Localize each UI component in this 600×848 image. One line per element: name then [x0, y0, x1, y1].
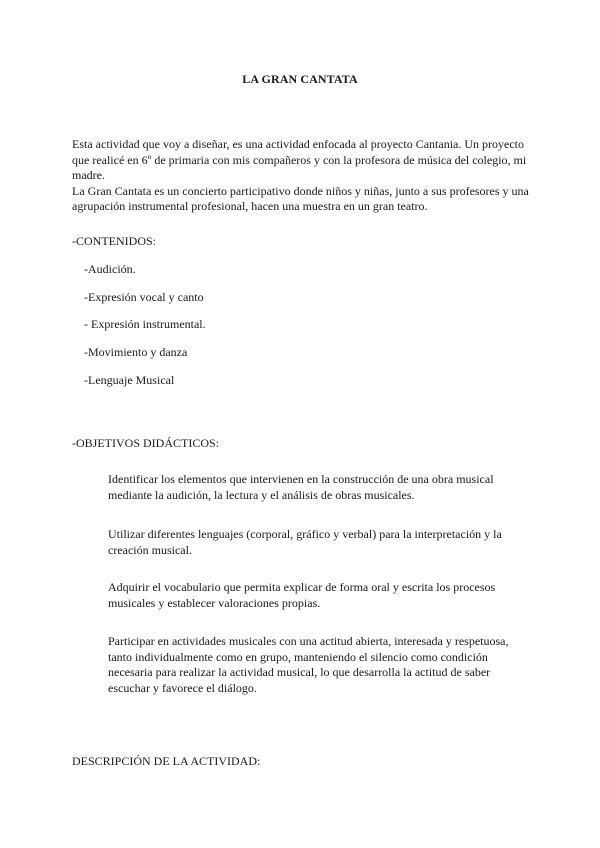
intro-section — [72, 137, 532, 215]
contenidos-item: -Expresión vocal y canto — [84, 290, 204, 304]
objetivo-item: Adquirir el vocabulario que permita explicar de forma oral y escrita los procesos musicales y establecer valoraciones propias. — [108, 580, 496, 610]
contenidos-item: -Audición. — [84, 262, 136, 276]
contenidos-item: -Lenguaje Musical — [84, 373, 175, 387]
contenidos-item: - Expresión instrumental. — [84, 317, 206, 331]
objetivo-item: Identificar los elementos que intervienen en la construcción de una obra musical mediante la audición, la lectura y el análisis de obras musicales. — [108, 472, 494, 502]
intro-paragraph-1: Esta actividad que voy a diseñar, es una actividad enfocada al proyecto Cantania. Un proyecto que realicé en 6º de primaria con mis compañeros y con la profesora de música del colegio, mi madre. — [72, 137, 527, 183]
objetivo-item: Participar en actividades musicales con una actitud abierta, interesada y respetuosa, tanto individualmente como en grupo, manteniendo el silencio como condición necesaria para realizar la actividad musical, lo que desarrolla la actitud de saber escuchar y favorece el diálogo. — [108, 634, 509, 695]
descripcion-heading: DESCRIPCIÓN DE LA ACTIVIDAD: — [72, 754, 261, 768]
contenidos-item: -Movimiento y danza — [84, 345, 188, 359]
intro-paragraph-2: La Gran Cantata es un concierto participativo donde niños y niñas, junto a sus profesores y una agrupación instrumental profesional, hacen una muestra en un gran teatro. — [72, 183, 529, 214]
objetivo-item: Utilizar diferentes lenguajes (corporal, gráfico y verbal) para la interpretación y la creación musical. — [108, 527, 502, 557]
document-title: LA GRAN CANTATA — [242, 72, 358, 86]
objetivos-heading: -OBJETIVOS DIDÁCTICOS: — [72, 436, 219, 450]
contenidos-heading: -CONTENIDOS: — [72, 234, 156, 248]
